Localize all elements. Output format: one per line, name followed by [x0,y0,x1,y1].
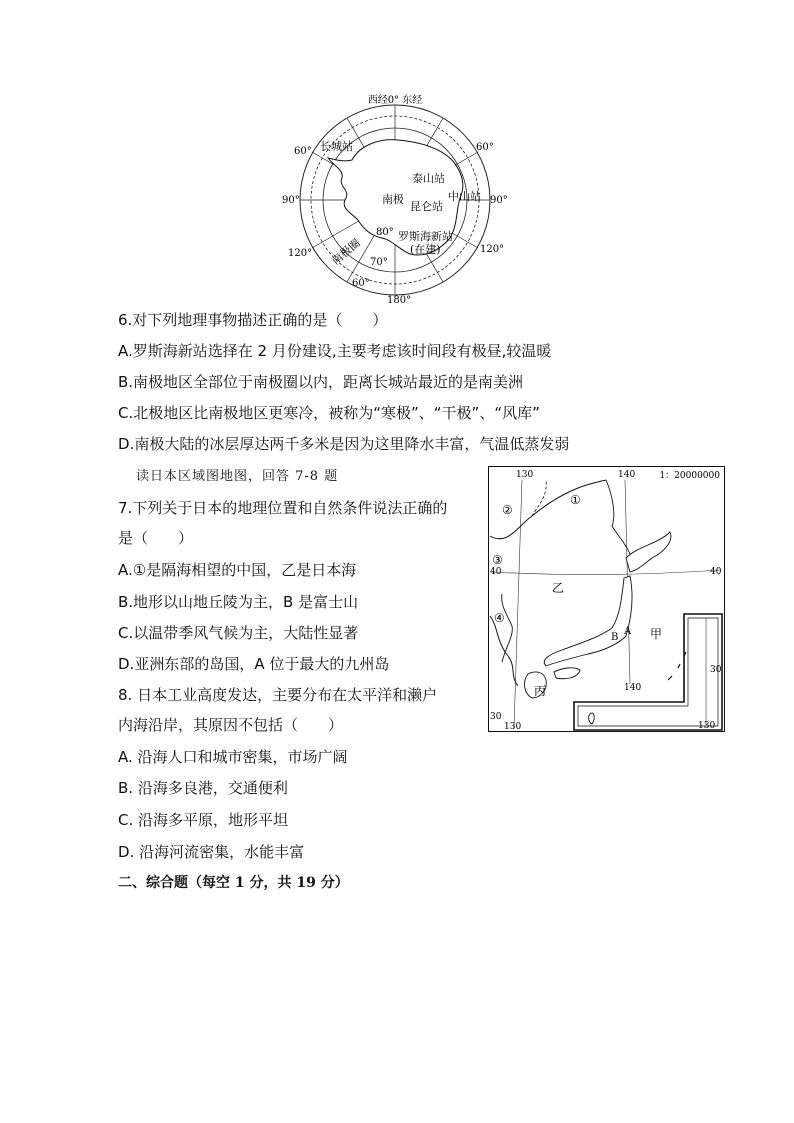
lon-right-60: 60° [476,142,494,153]
section-2-heading: 二、综合题（每空 1 分，共 19 分） [118,875,349,891]
label-jia: 甲 [650,627,663,641]
lat-right-30: 30 [710,665,722,675]
lon-top-130: 130 [516,470,534,480]
place-zhongshan: 中山站 [448,190,481,203]
q8-option-c: C. 沿海多平原，地形平坦 [118,811,289,829]
lon-bottom-180: 180° [387,295,412,305]
lon-bottom-140: 140 [624,683,642,693]
q7-stem-1: 7.下列关于日本的地理位置和自然条件说法正确的 [118,499,448,517]
q7-option-b: B.地形以山地丘陵为主，B 是富士山 [118,593,359,611]
place-taishan: 泰山站 [412,172,445,185]
label-A: A [624,626,632,637]
lat-80-label: 80° [376,227,394,238]
q8-option-a: A. 沿海人口和城市密集，市场广阔 [118,748,348,766]
place-kunlun: 昆仑站 [410,200,443,213]
q8-option-d: D. 沿海河流密集，水能丰富 [118,843,305,861]
taiwan [589,713,594,724]
q7-option-c: C.以温带季风气候为主，大陆性显著 [118,624,359,642]
q6-option-c: C.北极地区比南极地区更寒冷，被称为“寒极”、“干极”、“风库” [118,404,540,422]
lon-left-120: 120° [288,248,313,259]
label-circle-4: ④ [494,611,505,625]
q8-stem-2: 内海沿岸，其原因不包括（ ） [118,716,344,734]
lat-70-label: 70° [370,257,388,268]
lon-left-90: 90° [282,195,300,206]
q6-option-d: D.南极大陆的冰层厚达两千多米是因为这里降水丰富，气温低蒸发弱 [118,435,570,453]
place-luosihai-2: (在建) [410,243,441,256]
intro-7-8: 读日本区域图地图，回答 7-8 题 [136,469,339,484]
label-circle-1: ① [570,493,581,507]
lon-bottom-130: 130 [504,722,522,732]
place-changcheng: 长城站 [320,140,353,153]
japan-map [488,466,725,732]
label-bing: 丙 [534,684,547,698]
q7-option-a: A.①是隔海相望的中国，乙是日本海 [118,561,357,579]
label-circle-3: ③ [492,553,503,567]
lon-right-120: 120° [480,244,505,255]
label-circle-2: ② [502,503,513,517]
q7-stem-2: 是（ ） [118,529,194,547]
q6-stem: 6.对下列地理事物描述正确的是（ ） [118,311,388,329]
lon-left-60: 60° [294,146,312,157]
q6-option-b: B.南极地区全部位于南极圈以内，距离长城站最近的是南美洲 [118,373,524,391]
label-B: B [611,632,619,643]
place-nanjiquan: 南极圈 [329,236,363,268]
q6-option-a: A.罗斯海新站选择在 2 月份建设,主要考虑该时间段有极昼,较温暖 [118,342,552,360]
place-nanji: 南极 [382,193,404,206]
map-scale: 1：20000000 [659,471,720,481]
antarctica-map [280,90,510,305]
label-yi: 乙 [552,581,565,595]
lon-right-90: 90° [490,195,508,206]
place-luosihai-1: 罗斯海新站 [398,230,453,243]
lat-left-40: 40 [490,567,502,577]
lon-bottom-60: 60° [352,278,370,289]
lat-left-30: 30 [490,712,502,722]
map-frame [489,467,725,732]
q7-option-d: D.亚洲东部的岛国，A 位于最大的九州岛 [118,655,390,673]
map-top-label: 西经0° 东经 [367,95,423,106]
q8-option-b: B. 沿海多良港，交通便利 [118,779,288,797]
lon-top-140: 140 [618,470,636,480]
lon-bottom-right-130: 130 [698,721,716,731]
lat-right-40: 40 [710,567,722,577]
q8-stem-1: 8. 日本工业高度发达，主要分布在太平洋和濑户 [118,686,438,704]
